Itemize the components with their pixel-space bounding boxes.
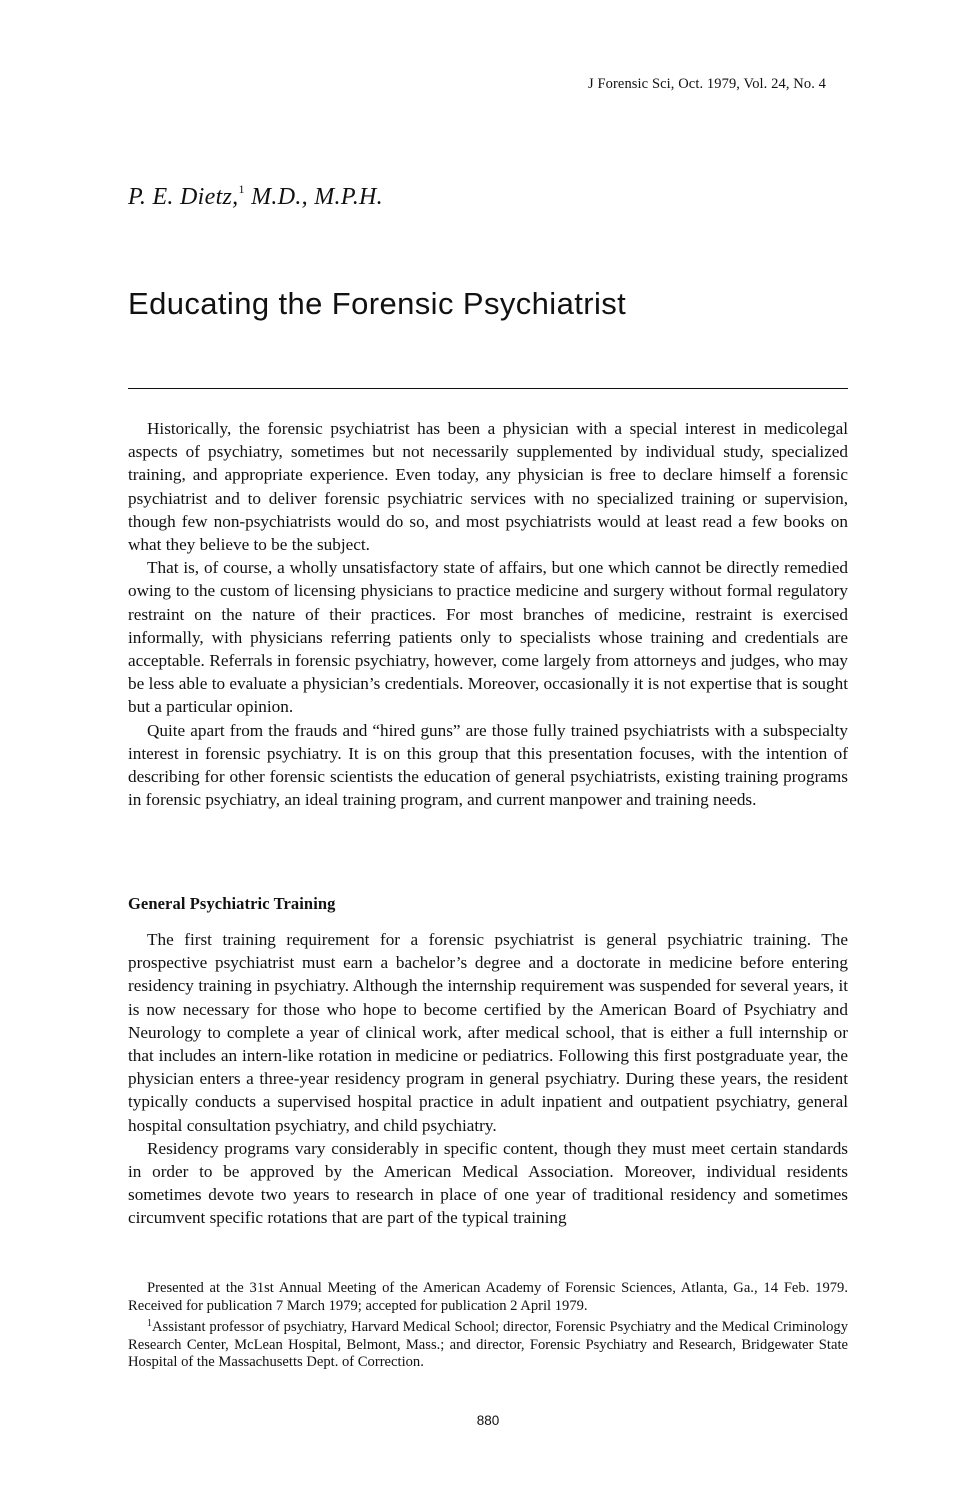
affiliation-footnote-mark: 1 (147, 1318, 152, 1330)
intro-paragraph-1: Historically, the forensic psychiatrist has been a physician with a special interest in medicolegal aspects of psychiatry, sometimes but not necessarily supplemented by individual study, specialized training, and appropriate experience. Even today, any physician is free to declare himself a forensic psychiatrist and to deliver forensic psychiatric services with no specialized training or supervision, though few non-psychiatrists would do so, and most psychiatrists would at least read a few books on what they believe to be the subject. (128, 419, 848, 555)
running-head: J Forensic Sci, Oct. 1979, Vol. 24, No. 4 (588, 76, 826, 92)
section-paragraph-2: Residency programs vary considerably in specific content, though they must meet certain standards in order to be approved by the American Medical Association. Moreover, individual residents sometimes devote two years to research in place of one year of traditional residency and sometimes circumvent specific rotations that are part of the typical training (128, 1138, 848, 1228)
author-degrees: M.D., M.P.H. (251, 184, 383, 210)
intro-paragraph-2: That is, of course, a wholly unsatisfactory state of affairs, but one which cannot be directly remedied owing to the custom of licensing physicians to practice medicine and surgery without formal regulatory restraint on the nature of their practices. For most branches of medicine, restraint is exercised informally, with physicians referring patients only to specialists whose training and credentials are acceptable. Referrals in forensic psychiatry, however, come largely from attorneys and judges, who may be less able to evaluate a physician’s credentials. Moreover, occasionally it is not expertise that is sought but a particular opinion. (128, 558, 848, 717)
page-number: 880 (476, 1413, 500, 1428)
author-name: P. E. Dietz, (128, 184, 239, 210)
intro-paragraph-3: Quite apart from the frauds and “hired guns” are those fully trained psychiatrists with a subspecialty interest in forensic psychiatry. It is on this group that this presentation focuses, with the intention of describing for other forensic scientists the education of general psychiatrists, existing training programs in forensic psychiatry, an ideal training program, and current manpower and training needs. (128, 720, 848, 810)
affiliation-footnote (128, 1315, 848, 1372)
intro-section (128, 417, 848, 811)
section-heading: General Psychiatric Training (128, 894, 336, 913)
author-footnote-mark: 1 (238, 182, 245, 196)
title-divider (128, 388, 848, 389)
footnotes (128, 1280, 848, 1372)
author-line (128, 182, 383, 211)
affiliation-text: Assistant professor of psychiatry, Harvard Medical School; director, Forensic Psychiatry and the Medical Criminology Research Center, McLean Hospital, Belmont, Mass.; and director, Forensic Psychiatry and Research, Bridgewater State Hospital of the Massachusetts Dept. of Correction. (128, 1319, 848, 1371)
general-training-section (128, 928, 848, 1230)
article-title: Educating the Forensic Psychiatrist (128, 286, 627, 321)
section-paragraph-1: The first training requirement for a forensic psychiatrist is general psychiatric training. The prospective psychiatrist must earn a bachelor’s degree and a doctorate in medicine before entering residency training in psychiatry. Although the internship requirement was suspended for several years, it is now necessary for those who hope to become certified by the American Board of Psychiatry and Neurology to complete a year of clinical work, after medical school, that is either a full internship or that includes an intern-like rotation in medicine or pediatrics. Following this first postgraduate year, the physician enters a three-year residency program in general psychiatry. During these years, the resident typically conducts a supervised hospital practice in adult inpatient and outpatient psychiatry, general hospital consultation psychiatry, and child psychiatry. (128, 930, 848, 1135)
presentation-footnote: Presented at the 31st Annual Meeting of the American Academy of Forensic Sciences, Atlanta, Ga., 14 Feb. 1979. Received for publication 7 March 1979; accepted for publication 2 April 1979. (128, 1280, 848, 1314)
